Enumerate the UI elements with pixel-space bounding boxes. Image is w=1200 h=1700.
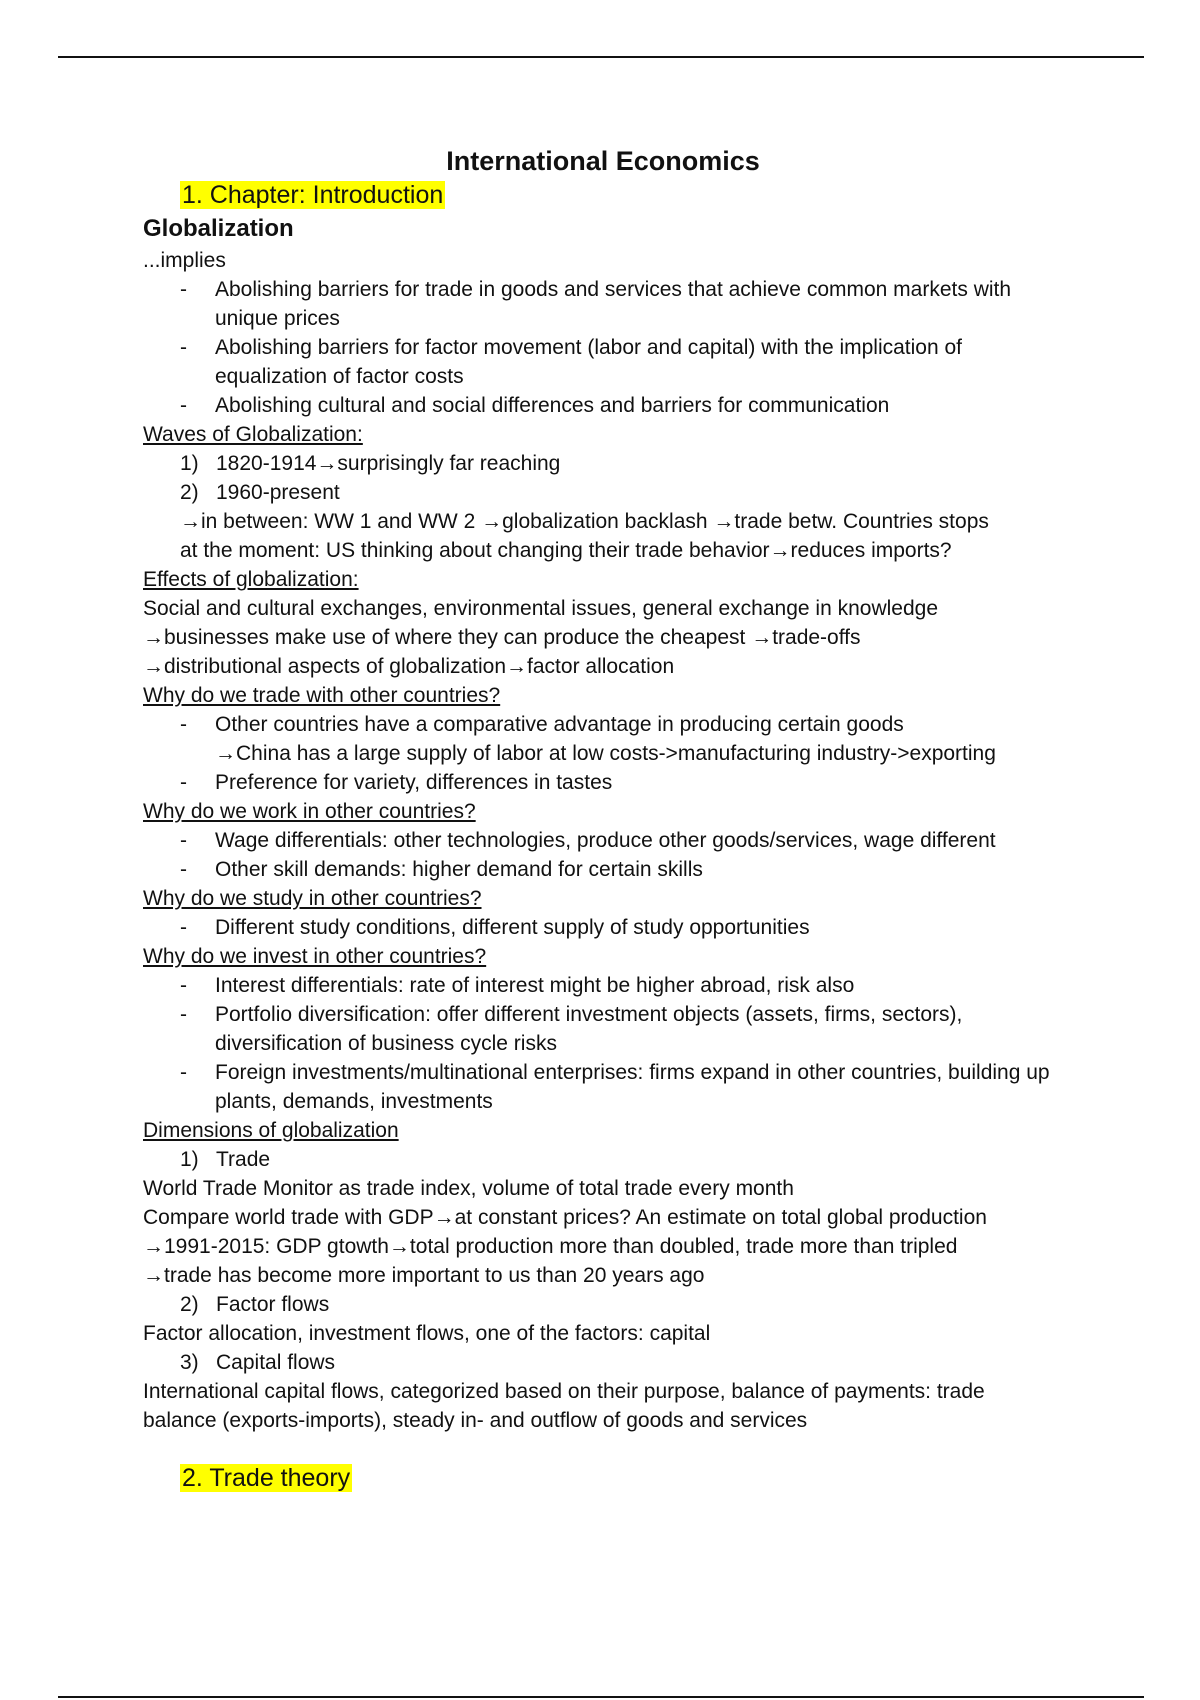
why-study-heading: Why do we study in other countries? [143, 887, 482, 910]
list-item: - Abolishing barriers for trade in goods and services that achieve common markets with unique prices [180, 278, 1012, 330]
list-item: - Abolishing barriers for factor movement (labor and capital) with the implication of equalization of factor costs [180, 336, 963, 388]
capital-line: balance (exports-imports), steady in- and outflow of goods and services [143, 1409, 808, 1432]
chapter-2-highlight: 2. Trade theory [182, 1464, 351, 1492]
list-item: 2) Factor flows [180, 1293, 330, 1316]
dimensions-heading: Dimensions of globalization [143, 1119, 399, 1142]
list-item: - Foreign investments/multinational enterprises: firms expand in other countries, building up plants, demands, investments [180, 1061, 1050, 1113]
list-item: - Abolishing cultural and social differences and barriers for communication [180, 394, 890, 417]
trade-line: →trade has become more important to us than 20 years ago [143, 1264, 705, 1287]
trade-line: →1991-2015: GDP gtowth→total production more than doubled, trade more than tripled [143, 1235, 958, 1258]
why-trade-heading: Why do we trade with other countries? [143, 684, 501, 707]
waves-note: at the moment: US thinking about changing their trade behavior→reduces imports? [180, 539, 952, 562]
chapter-2-heading [143, 1461, 1063, 1495]
list-item: - Portfolio diversification: offer different investment objects (assets, firms, sectors), diversification of business cycle risks [180, 1003, 963, 1055]
chapter-1-heading [143, 178, 1063, 212]
waves-heading: Waves of Globalization: [143, 423, 363, 446]
list-item: 1) 1820-1914→surprisingly far reaching [180, 452, 561, 475]
list-item: 1) Trade [180, 1148, 271, 1171]
implies-text: ...implies [143, 249, 226, 272]
top-rule [58, 56, 1144, 58]
spacer [143, 1435, 1063, 1461]
why-work-heading: Why do we work in other countries? [143, 800, 476, 823]
chapter-1-highlight: 1. Chapter: Introduction [182, 181, 444, 209]
effects-line: Social and cultural exchanges, environmental issues, general exchange in knowledge [143, 597, 938, 620]
globalization-heading: Globalization [143, 215, 294, 242]
bottom-rule [58, 1696, 1144, 1698]
why-invest-heading: Why do we invest in other countries? [143, 945, 487, 968]
list-item-continuation: →China has a large supply of labor at low costs->manufacturing industry->exporting [215, 742, 996, 765]
effects-line: →businesses make use of where they can produce the cheapest →trade-offs [143, 626, 861, 649]
list-item: - Wage differentials: other technologies, produce other goods/services, wage different [180, 829, 996, 852]
effects-line: →distributional aspects of globalization→factor allocation [143, 655, 675, 678]
list-item: - Preference for variety, differences in tastes [180, 771, 613, 794]
trade-line: World Trade Monitor as trade index, volume of total trade every month [143, 1177, 794, 1200]
effects-heading: Effects of globalization: [143, 568, 359, 591]
trade-line: Compare world trade with GDP→at constant prices? An estimate on total global production [143, 1206, 987, 1229]
list-item: - Interest differentials: rate of interest might be higher abroad, risk also [180, 974, 855, 997]
list-item: 2) 1960-present [180, 481, 340, 504]
list-item: - Other countries have a comparative advantage in producing certain goods [180, 713, 904, 736]
list-item: 3) Capital flows [180, 1351, 336, 1374]
list-item: - Different study conditions, different supply of study opportunities [180, 916, 810, 939]
waves-note: →in between: WW 1 and WW 2 →globalization backlash →trade betw. Countries stops [180, 510, 989, 533]
document-body [143, 144, 1063, 1495]
factor-line: Factor allocation, investment flows, one of the factors: capital [143, 1322, 711, 1345]
capital-line: International capital flows, categorized based on their purpose, balance of payments: trade [143, 1380, 985, 1403]
list-item: - Other skill demands: higher demand for certain skills [180, 858, 703, 881]
document-title: International Economics [446, 146, 760, 176]
